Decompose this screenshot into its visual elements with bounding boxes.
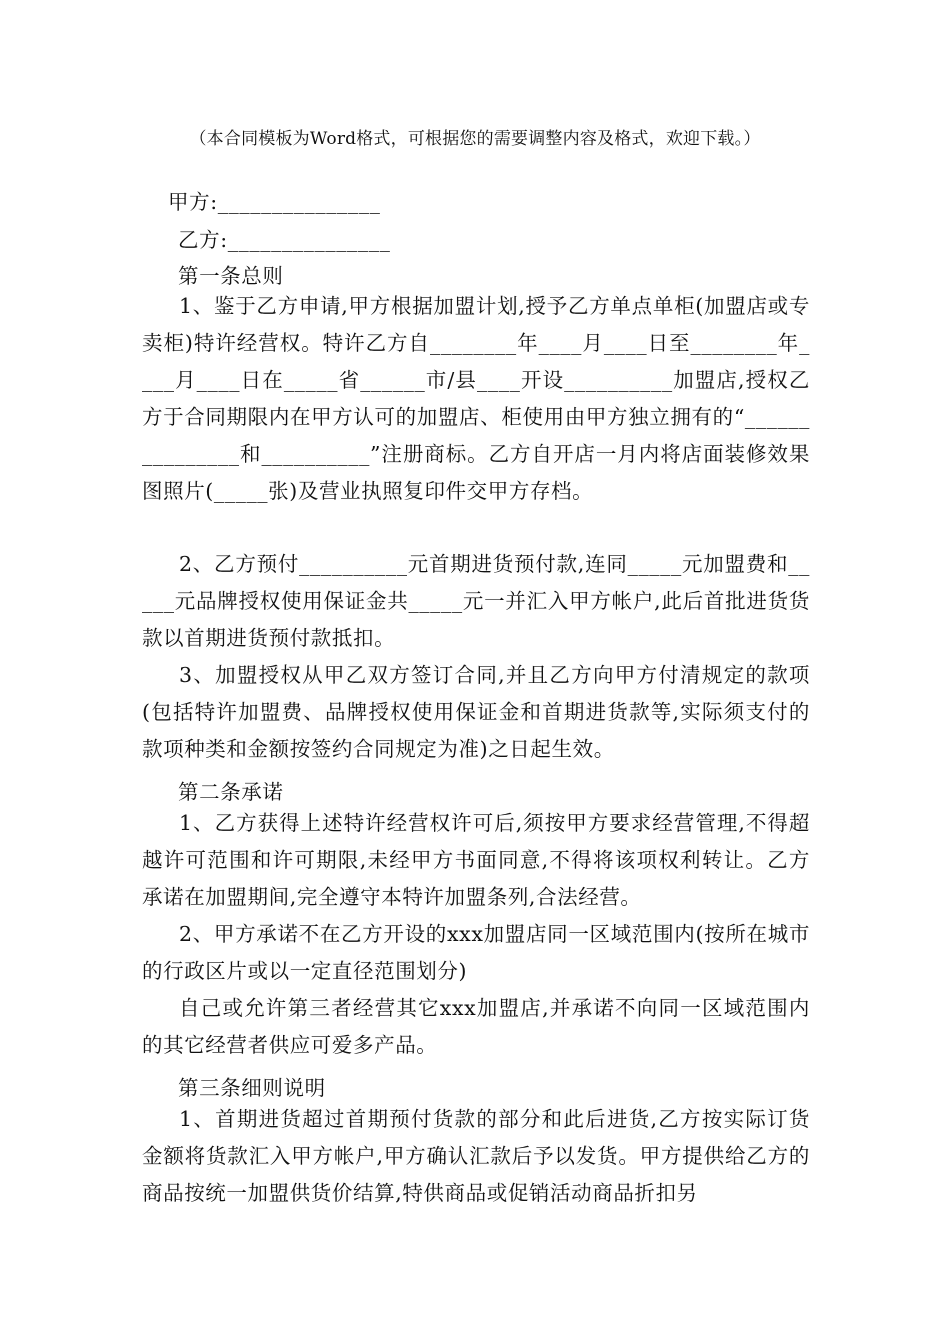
article-2-paragraph-3: 自己或允许第三者经营其它xxx加盟店,并承诺不向同一区域范围内的其它经营者供应可爱多产品。 [142, 996, 810, 1057]
article-2-paragraph-1: 1、乙方获得上述特许经营权许可后,须按甲方要求经营管理,不得超越许可范围和许可期限,未经甲方书面同意,不得将该项权利转让。乙方承诺在加盟期间,完全遵守本特许加盟条列,合法经营。 [142, 811, 810, 909]
article-1-paragraph-3: 3、加盟授权从甲乙双方签订合同,并且乙方向甲方付清规定的款项(包括特许加盟费、品牌授权使用保证金和首期进货款等,实际须支付的款项种类和金额按签约合同规定为准)之日起生效。 [142, 663, 810, 761]
article-1-paragraph-1: 1、鉴于乙方申请,甲方根据加盟计划,授予乙方单点单柜(加盟店或专卖柜)特许经营权。特许乙方自________年____月____日至________年____月____日在_____省______市/县____开设__________加盟店,授权乙方于合同期限内在甲方认可的加盟店、柜使用由甲方独立拥有的“_______________和__________”注册商标。乙方自开店一月内将店面装修效果图照片(_____张)及营业执照复印件交甲方存档。 [142, 294, 810, 503]
article-2-title: 第二条承诺 [178, 780, 284, 804]
article-1-title: 第一条总则 [178, 264, 284, 288]
party-a-line: 甲方:_______________ [168, 190, 381, 214]
article-3-title: 第三条细则说明 [178, 1076, 326, 1100]
article-1-paragraph-2: 2、乙方预付__________元首期进货预付款,连同_____元加盟费和_____元品牌授权使用保证金共_____元一并汇入甲方帐户,此后首批进货货款以首期进货预付款抵扣。 [142, 552, 810, 650]
party-b-line: 乙方:_______________ [178, 228, 391, 252]
article-3-paragraph-1: 1、首期进货超过首期预付货款的部分和此后进货,乙方按实际订货金额将货款汇入甲方帐户,甲方确认汇款后予以发货。甲方提供给乙方的商品按统一加盟供货价结算,特供商品或促销活动商品折扣另 [142, 1107, 810, 1205]
article-2-paragraph-2: 2、甲方承诺不在乙方开设的xxx加盟店同一区域范围内(按所在城市的行政区片或以一定直径范围划分) [142, 922, 810, 983]
template-note: （本合同模板为Word格式，可根据您的需要调整内容及格式，欢迎下载。） [189, 129, 761, 149]
